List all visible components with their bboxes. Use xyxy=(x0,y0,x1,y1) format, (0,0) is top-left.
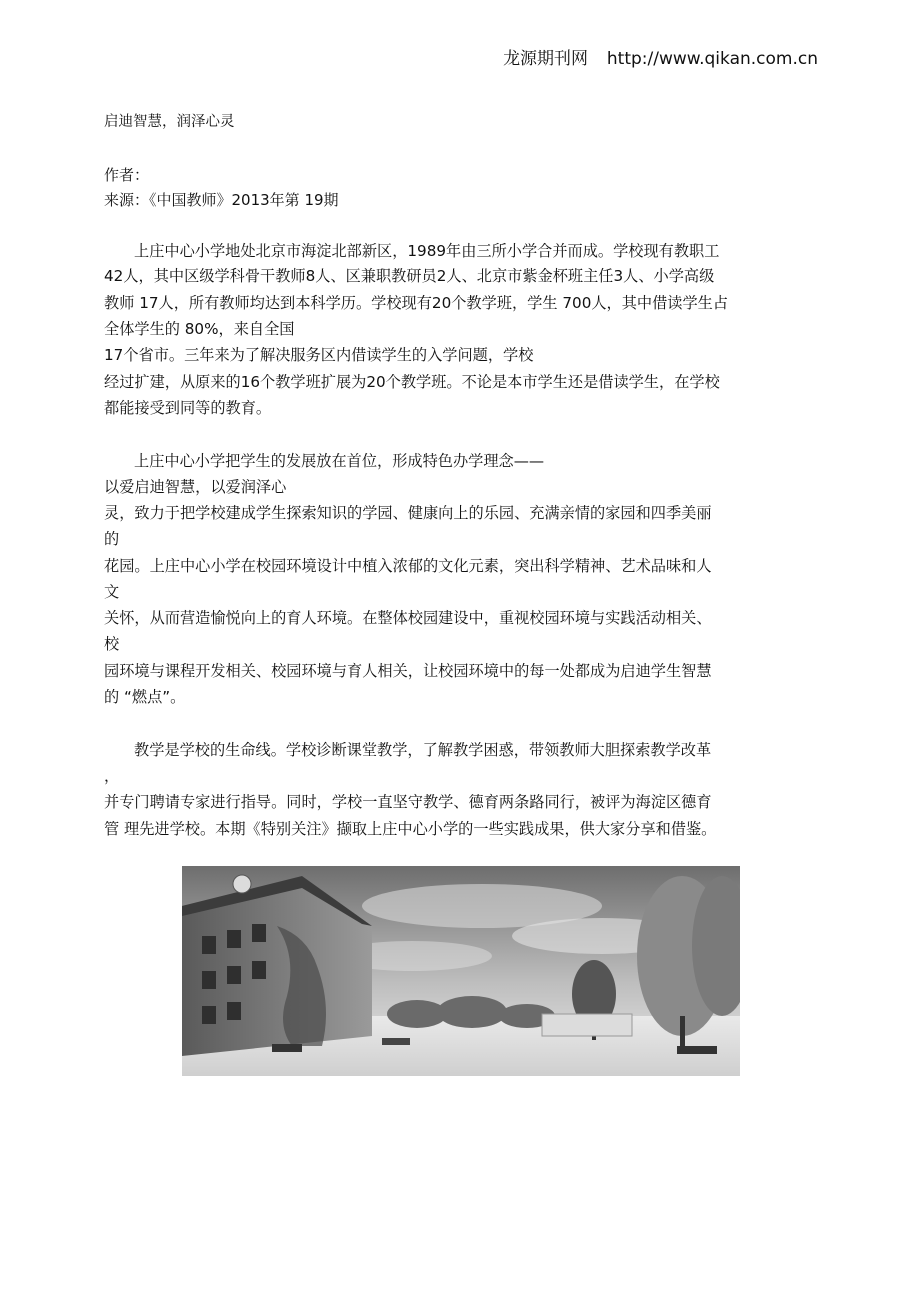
paragraph-line: 上庄中心小学把学生的发展放在首位，形成特色办学理念—— xyxy=(134,452,545,470)
site-url[interactable]: http://www.qikan.com.cn xyxy=(606,49,818,69)
paragraph-line: 并专门聘请专家进行指导。同时，学校一直坚守教学、德育两条路同行，被评为海淀区德育 xyxy=(104,793,712,811)
article-title: 启迪智慧，润泽心灵 xyxy=(104,114,235,130)
paragraph-line: 上庄中心小学地处北京市海淀北部新区，1989年由三所小学合并而成。学校现有教职工 xyxy=(134,242,720,260)
paragraph-line: 园环境与课程开发相关、校园环境与育人相关，让校园环境中的每一处都成为启迪学生智慧 xyxy=(104,662,712,680)
journal-header xyxy=(503,44,818,69)
paragraph-line: 校 xyxy=(104,635,120,653)
author-line: 作者： xyxy=(104,166,150,184)
paragraph-line: 灵，致力于把学校建成学生探索知识的学园、健康向上的乐园、充满亲情的家园和四季美丽 xyxy=(104,504,712,522)
paragraph-line: 关怀，从而营造愉悦向上的育人环境。在整体校园建设中，重视校园环境与实践活动相关、 xyxy=(104,609,712,627)
campus-photo-illustration xyxy=(182,866,740,1076)
paragraph-line: ， xyxy=(104,767,120,785)
paragraph-line: 教学是学校的生命线。学校诊断课堂教学，了解教学困惑，带领教师大胆探索教学改革 xyxy=(134,741,712,759)
paragraph-line: 花园。上庄中心小学在校园环境设计中植入浓郁的文化元素，突出科学精神、艺术品味和人 xyxy=(104,557,712,575)
paragraph-line: 管 理先进学校。本期《特别关注》撷取上庄中心小学的一些实践成果，供大家分享和借鉴。 xyxy=(104,820,717,838)
paragraph-line: 教师 17人，所有教师均达到本科学历。学校现有20个教学班，学生 700人，其中借读学生占 xyxy=(104,294,729,312)
paragraph-line: 都能接受到同等的教育。 xyxy=(104,399,272,417)
site-name: 龙源期刊网 xyxy=(503,49,589,69)
paragraph-line: 42人，其中区级学科骨干教师8人、区兼职教研员2人、北京市紫金杯班主任3人、小学高级 xyxy=(104,267,715,285)
paragraph-line: 17个省市。三年来为了解决服务区内借读学生的入学问题，学校 xyxy=(104,346,534,364)
source-line: 来源：《中国教师》2013年第 19期 xyxy=(104,191,339,209)
paragraph-line: 文 xyxy=(104,583,120,601)
campus-photo xyxy=(182,866,740,1076)
paragraph-line: 经过扩建，从原来的16个教学班扩展为20个教学班。不论是本市学生还是借读学生，在学校 xyxy=(104,373,720,391)
paragraph-line: 的 xyxy=(104,530,120,548)
paragraph-line: 以爱启迪智慧，以爱润泽心 xyxy=(104,478,287,496)
paragraph-line: 全体学生的 80%，来自全国 xyxy=(104,320,295,338)
paragraph-line: 的 “燃点”。 xyxy=(104,688,186,706)
